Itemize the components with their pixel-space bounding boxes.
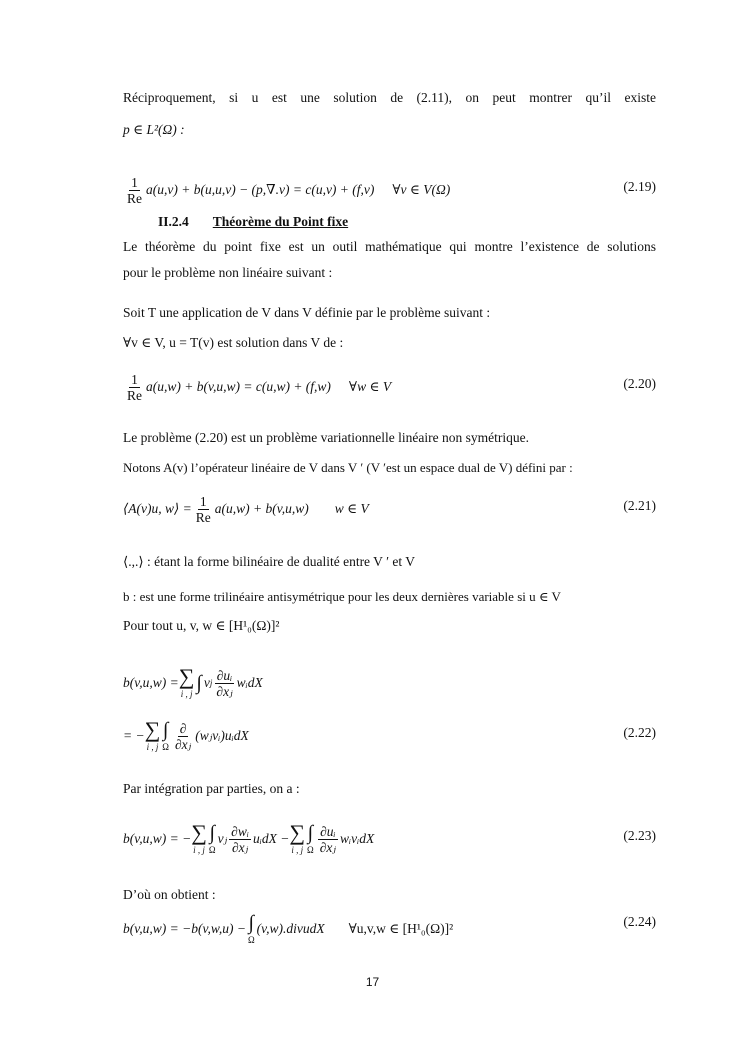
integral-symbol: ∫ Ω bbox=[162, 719, 169, 752]
equation-quantifier: w ∈ V bbox=[334, 501, 369, 516]
page-number: 17 bbox=[365, 975, 380, 989]
section-heading bbox=[158, 214, 348, 230]
equation-number: (2.19) bbox=[623, 179, 656, 194]
section-number: II.2.4 bbox=[158, 214, 189, 229]
equation-2-20 bbox=[123, 364, 656, 410]
fraction: $\frac{1}{Re}$ bbox=[127, 371, 142, 403]
paragraph-soit: Soit T une application de V dans V définie par le problème suivant : bbox=[123, 305, 491, 320]
paragraph-probleme: Le problème (2.20) est un problème variationnelle linéaire non symétrique. bbox=[123, 430, 529, 445]
equation-lhs: = − bbox=[123, 728, 145, 743]
equation-rhs: a(u,w) + b(v,u,w) bbox=[214, 501, 309, 516]
sum-symbol: ∑ i , j bbox=[178, 664, 195, 699]
equation-lhs: b(v,u,w) = bbox=[123, 675, 179, 690]
equation-lhs: b(v,u,w) = − bbox=[123, 831, 192, 846]
equation-number: (2.21) bbox=[623, 498, 656, 513]
paragraph-pour-tout: Pour tout u, v, w ∈ [H¹₀(Ω)]² bbox=[123, 618, 280, 633]
paragraph-notons: Notons A(v) l’opérateur linéaire de V dans V ′ (V ′est un espace dual de V) défini par : bbox=[123, 460, 573, 475]
integral-symbol: ∫ bbox=[196, 672, 202, 694]
paragraph-integration: Par intégration par parties, on a : bbox=[123, 781, 300, 796]
equation-quantifier: ∀u,v,w ∈ [H¹₀(Ω)]² bbox=[348, 921, 454, 936]
fraction: $\frac{\text{∂wᵢ}}{\text{∂xⱼ}}$ bbox=[231, 823, 249, 855]
integral-symbol: ∫ Ω bbox=[307, 822, 314, 855]
equation-2-22-line2: = − ∑ i , j ∫ Ω $\frac{\partial}{\text{∂xⱼ}}$ (wⱼvᵢ)uᵢdX (2.22) bbox=[123, 717, 656, 752]
fraction: $\frac{1}{Re}$ bbox=[195, 493, 211, 525]
sum-symbol: ∑ i , j bbox=[289, 820, 306, 855]
equation-lhs: ⟨A(v)u, w⟩ = bbox=[123, 501, 192, 516]
equation-number: (2.23) bbox=[623, 828, 656, 843]
paragraph-dualite: ⟨.,.⟩ : étant la forme bilinéaire de dualité entre V ′ et V bbox=[123, 554, 416, 569]
equation-2-19 bbox=[123, 167, 656, 213]
equation-lhs: b(v,u,w) = −b(v,w,u) − bbox=[123, 921, 246, 936]
paragraph-theoreme-line1: Le théorème du point fixe est un outil mathématique qui montre l’existence de solutions bbox=[123, 239, 656, 254]
equation-lhs: a(u,v) + b(u,u,v) − (p,∇.v) = c(u,v) + (f,v) bbox=[146, 182, 375, 197]
equation-quantifier: ∀w ∈ V bbox=[348, 379, 392, 394]
fraction: $\frac{\text{∂uᵢ}}{\text{∂xⱼ}}$ bbox=[216, 667, 233, 699]
paragraph-dou: D’où on obtient : bbox=[123, 887, 216, 902]
fraction: $\frac{\partial}{\text{∂xⱼ}}$ bbox=[175, 720, 192, 752]
paragraph-reciproquement-cont: p ∈ L²(Ω) : bbox=[123, 122, 185, 137]
sum-symbol: ∑ i , j bbox=[144, 717, 161, 752]
equation-number: (2.20) bbox=[623, 376, 656, 391]
equation-quantifier: ∀v ∈ V(Ω) bbox=[392, 182, 451, 197]
fraction: $\frac{\text{∂uᵢ}}{\text{∂xⱼ}}$ bbox=[319, 823, 336, 855]
integral-symbol: ∫ Ω bbox=[208, 822, 216, 855]
fraction: $\frac{1}{Re}$ bbox=[127, 174, 142, 206]
paragraph-theoreme-line2: pour le problème non linéaire suivant : bbox=[123, 265, 333, 280]
equation-2-24: b(v,u,w) = −b(v,w,u) − ∫ Ω (v,w).divudX ∀u,v,w ∈ [H¹₀(Ω)]² (2.24) bbox=[123, 912, 656, 945]
equation-number: (2.22) bbox=[623, 725, 656, 740]
equation-lhs: a(u,w) + b(v,u,w) = c(u,w) + (f,w) bbox=[146, 379, 331, 394]
paragraph-reciproquement: Réciproquement, si u est une solution de (2.11), on peut montrer qu’il existe bbox=[123, 90, 656, 105]
equation-2-23: b(v,u,w) = − ∑ i , j ∫ Ω vⱼ $\frac{\text{∂wᵢ}}{\text{∂xⱼ}}$ uᵢdX − ∑ i , j ∫ Ω $\frac{\text{∂uᵢ}}{\text{∂xⱼ}}$ wᵢvᵢdX (2.23) bbox=[123, 820, 656, 855]
paragraph-trilineaire: b : est une forme trilinéaire antisymétrique pour les deux dernières variable si u ∈ V bbox=[123, 589, 561, 604]
equation-number: (2.24) bbox=[623, 914, 656, 929]
equation-2-22-line1: b(v,u,w) = ∑ i , j ∫ v j $\frac{\text{∂uᵢ}}{\text{∂xⱼ}}$ wᵢdX bbox=[123, 664, 263, 699]
paragraph-soit-cont: ∀v ∈ V, u = T(v) est solution dans V de : bbox=[123, 335, 344, 350]
integral-symbol: ∫ Ω bbox=[247, 912, 255, 945]
section-title: Théorème du Point fixe bbox=[212, 214, 349, 229]
equation-2-21 bbox=[123, 486, 656, 532]
sum-symbol: ∑ i , j bbox=[191, 820, 207, 855]
